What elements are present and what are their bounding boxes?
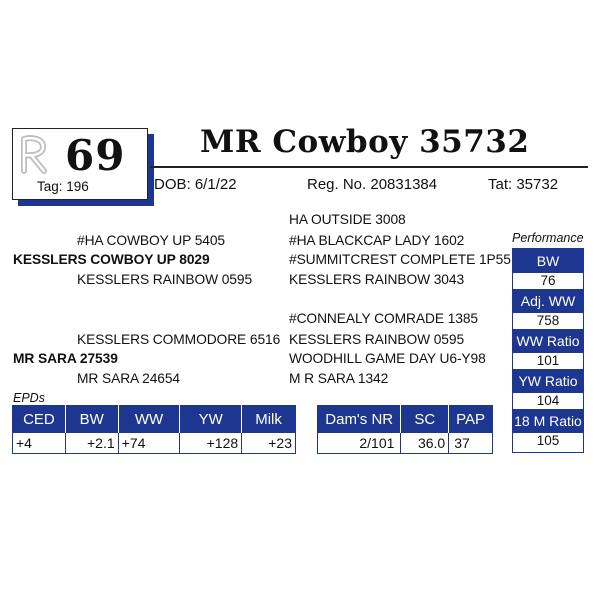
perf-yw-ratio-label: YW Ratio bbox=[513, 369, 583, 393]
sire-dam-sire: #SUMMITCREST COMPLETE 1P55 bbox=[289, 252, 511, 267]
pap-value: 37 bbox=[449, 433, 493, 454]
tag-number: Tag: 196 bbox=[37, 179, 89, 194]
dob: DOB: 6/1/22 bbox=[154, 176, 237, 193]
epd-value-milk: +23 bbox=[242, 433, 296, 454]
dam-dam-dam: M R SARA 1342 bbox=[289, 371, 389, 386]
epd-header-ww: WW bbox=[118, 406, 180, 433]
epd-table bbox=[12, 405, 296, 454]
perf-ww-ratio-value: 101 bbox=[536, 353, 560, 368]
dam-dam-sire: WOODHILL GAME DAY U6-Y98 bbox=[289, 351, 486, 366]
sire: KESSLERS COWBOY UP 8029 bbox=[13, 252, 210, 267]
epds-label: EPDs bbox=[13, 391, 45, 405]
sc-header: SC bbox=[401, 406, 449, 433]
performance-label: Performance bbox=[512, 231, 584, 245]
sire-dam: KESSLERS RAINBOW 0595 bbox=[77, 272, 253, 287]
epd-header-yw: YW bbox=[180, 406, 242, 433]
perf-18m-ratio-value: 105 bbox=[536, 433, 560, 448]
dam-nr-header: Dam's NR bbox=[318, 406, 401, 433]
tattoo: Tat: 35732 bbox=[488, 176, 559, 193]
perf-bw-label: BW bbox=[513, 249, 583, 273]
epd-value-yw: +128 bbox=[180, 433, 242, 454]
animal-name: MR Cowboy 35732 bbox=[200, 124, 530, 160]
dam: MR SARA 27539 bbox=[13, 351, 118, 366]
perf-18m-ratio-label: 18 M Ratio bbox=[513, 409, 583, 433]
epd-value-ced: +4 bbox=[13, 433, 66, 454]
epd-header-bw: BW bbox=[65, 406, 118, 433]
lot-number: 69 bbox=[65, 131, 126, 180]
r-brand-icon bbox=[19, 135, 51, 175]
epd-header-milk: Milk bbox=[242, 406, 296, 433]
sire-dam-dam: KESSLERS RAINBOW 3043 bbox=[289, 272, 465, 287]
perf-adj-ww-label: Adj. WW bbox=[513, 289, 583, 313]
dam-stats-table bbox=[317, 405, 493, 454]
perf-adj-ww-value: 758 bbox=[536, 313, 560, 328]
dam-nr-value: 2/101 bbox=[318, 433, 401, 454]
pap-header: PAP bbox=[449, 406, 493, 433]
sire-sire-dam: #HA BLACKCAP LADY 1602 bbox=[289, 233, 465, 248]
epd-header-ced: CED bbox=[13, 406, 66, 433]
dam-dam: MR SARA 24654 bbox=[77, 371, 180, 386]
registration-number: Reg. No. 20831384 bbox=[307, 176, 438, 193]
sire-sire-sire: HA OUTSIDE 3008 bbox=[289, 212, 406, 227]
perf-yw-ratio-value: 104 bbox=[536, 393, 560, 408]
sire-sire: #HA COWBOY UP 5405 bbox=[77, 233, 225, 248]
perf-ww-ratio-label: WW Ratio bbox=[513, 329, 583, 353]
dam-sire-dam: KESSLERS RAINBOW 0595 bbox=[289, 332, 465, 347]
performance-panel bbox=[512, 248, 584, 453]
epd-value-bw: +2.1 bbox=[65, 433, 118, 454]
sc-value: 36.0 bbox=[401, 433, 449, 454]
dam-sire: KESSLERS COMMODORE 6516 bbox=[77, 332, 281, 347]
title-divider bbox=[150, 166, 588, 168]
perf-bw-value: 76 bbox=[540, 273, 556, 288]
lot-box bbox=[12, 128, 148, 200]
epd-value-ww: +74 bbox=[118, 433, 180, 454]
dam-sire-sire: #CONNEALY COMRADE 1385 bbox=[289, 311, 478, 326]
